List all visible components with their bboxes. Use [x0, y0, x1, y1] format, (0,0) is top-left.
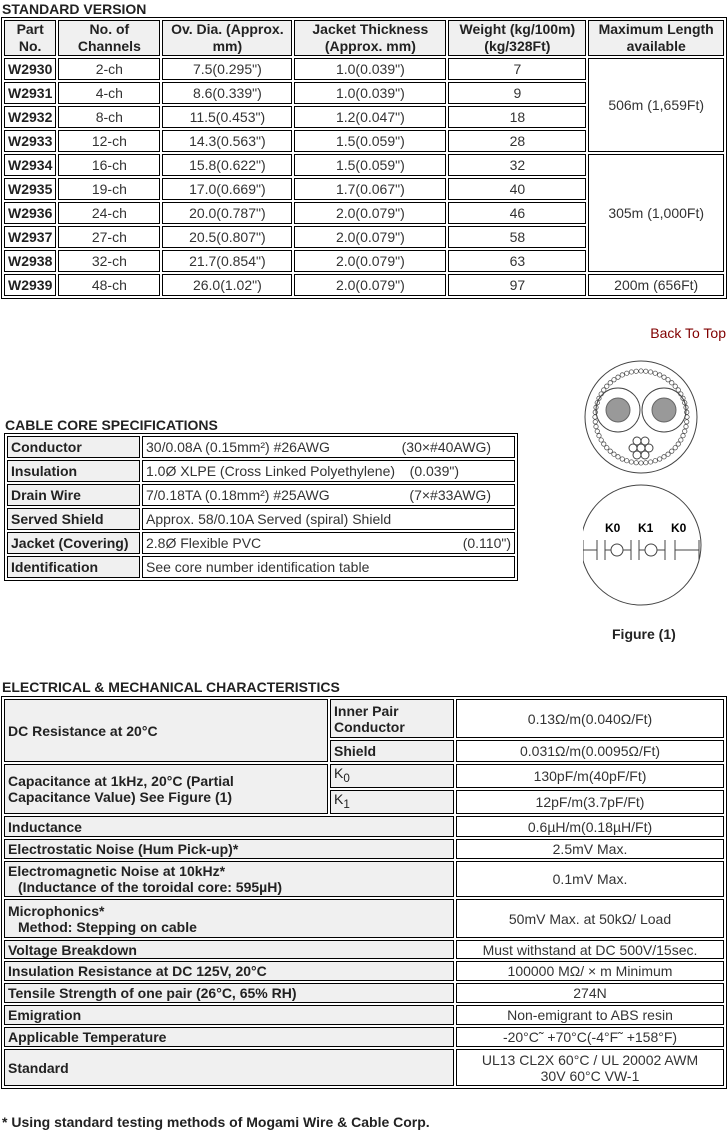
characteristic-label	[4, 961, 454, 981]
table-row	[4, 1005, 724, 1025]
node-circle	[611, 544, 623, 556]
capacitance-label	[4, 764, 328, 814]
channels-cell: 24-ch	[58, 202, 160, 224]
k0-value: 130pF/m(40pF/Ft)	[456, 764, 724, 788]
drain-wire-strand	[633, 437, 641, 445]
capacitor-symbols	[583, 540, 699, 560]
shield-label: Shield	[330, 740, 454, 762]
shield-strand	[608, 381, 612, 385]
core-spec-main: See core number identification table	[146, 559, 370, 575]
table-row	[4, 58, 724, 80]
header-ov-dia: Ov. Dia. (Approx. mm)	[162, 20, 292, 56]
table-header-row	[4, 20, 724, 56]
conductor-strands	[652, 398, 676, 422]
shield-strand	[597, 434, 601, 438]
shield-strand	[608, 449, 612, 453]
shield-strand	[662, 375, 666, 379]
shield-strand	[683, 429, 687, 433]
characteristic-label	[4, 1027, 454, 1047]
core-spec-label: Drain Wire	[7, 484, 140, 506]
table-row	[4, 699, 724, 738]
channels-cell: 8-ch	[58, 106, 160, 128]
ov-dia-cell: 14.3(0.563")	[162, 130, 292, 152]
footnote: * Using standard testing methods of Mogami Wire & Cable Corp.	[2, 1114, 430, 1130]
shield-strand	[612, 452, 616, 456]
part-number-cell: W2935	[4, 178, 56, 200]
max-length-cell: 506m (1,659Ft)	[588, 58, 724, 152]
ov-dia-cell: 15.8(0.622")	[162, 154, 292, 176]
figure-label-k0-left: K0	[605, 521, 621, 535]
k1-value: 12pF/m(3.7pF/Ft)	[456, 790, 724, 814]
core-spec-value	[142, 556, 515, 578]
table-row	[4, 899, 724, 938]
table-row	[7, 436, 515, 458]
part-number-cell: W2933	[4, 130, 56, 152]
shield-strand	[670, 449, 674, 453]
table-row	[7, 556, 515, 578]
jacket-thickness-cell: 1.0(0.039")	[294, 82, 446, 104]
characteristic-value-text: 0.1mV Max.	[552, 871, 628, 887]
characteristic-label-text: Tensile Strength of one pair (26°C, 65% RH)	[8, 985, 297, 1001]
inner-pair-value: 0.13Ω/m(0.040Ω/Ft)	[456, 699, 724, 738]
weight-cell: 46	[448, 202, 586, 224]
ov-dia-cell: 20.5(0.807")	[162, 226, 292, 248]
k1-label	[330, 790, 454, 814]
jacket-thickness-cell: 1.0(0.039")	[294, 58, 446, 80]
table-row	[4, 764, 724, 788]
jacket-thickness-cell: 2.0(0.079")	[294, 274, 446, 296]
part-number-cell: W2931	[4, 82, 56, 104]
cable-core-title: CABLE CORE SPECIFICATIONS	[5, 417, 218, 433]
characteristic-label-text: Inductance	[8, 818, 82, 835]
shield-strand	[593, 420, 597, 424]
core-spec-extra: (7×#33AWG)	[409, 487, 491, 503]
max-length-cell: 200m (656Ft)	[588, 274, 724, 296]
shield-strand	[679, 438, 683, 442]
table-row	[4, 1027, 724, 1047]
characteristic-value	[456, 816, 724, 837]
shield-strand	[681, 434, 685, 438]
k0-label	[330, 764, 454, 788]
weight-cell: 18	[448, 106, 586, 128]
shield-strand	[658, 373, 662, 377]
standard-version-table	[1, 17, 727, 299]
shield-strand	[673, 446, 677, 450]
channels-cell: 4-ch	[58, 82, 160, 104]
k0-sub: 0	[343, 771, 350, 785]
characteristic-label	[4, 816, 454, 837]
shield-strand	[620, 457, 624, 461]
ov-dia-cell: 11.5(0.453")	[162, 106, 292, 128]
characteristic-label	[4, 983, 454, 1003]
channels-cell: 32-ch	[58, 250, 160, 272]
weight-cell: 7	[448, 58, 586, 80]
core-spec-label: Served Shield	[7, 508, 140, 530]
characteristic-label	[4, 861, 454, 897]
part-number-cell: W2938	[4, 250, 56, 272]
dc-resistance-label: DC Resistance at 20°C	[4, 699, 328, 762]
jacket-thickness-cell: 1.5(0.059")	[294, 130, 446, 152]
ov-dia-cell: 26.0(1.02")	[162, 274, 292, 296]
characteristic-value-text: 100000 MΩ/ × m Minimum	[507, 963, 673, 979]
core-spec-main: 2.8Ø Flexible PVC	[146, 535, 262, 551]
core-spec-value	[142, 532, 515, 554]
part-number-cell: W2937	[4, 226, 56, 248]
characteristic-value-text: UL13 CL2X 60°C / UL 20002 AWM 30V 60°C VW-1	[481, 1051, 699, 1084]
capacitance-label-text: Capacitance at 1kHz, 20°C (Partial Capacitance Value) See Figure (1)	[8, 773, 234, 805]
table-row	[4, 839, 724, 859]
shield-strand	[625, 459, 629, 463]
shield-strand	[616, 375, 620, 379]
table-row	[4, 983, 724, 1003]
shield-strand	[653, 459, 657, 463]
weight-cell: 9	[448, 82, 586, 104]
shield-strand	[599, 438, 603, 442]
shield-strand	[602, 442, 606, 446]
channels-cell: 2-ch	[58, 58, 160, 80]
characteristic-sublabel: (Inductance of the toroidal core: 595µH)	[18, 879, 282, 895]
characteristic-value	[456, 899, 724, 938]
weight-cell: 63	[448, 250, 586, 272]
shield-strand	[639, 369, 643, 373]
weight-cell: 58	[448, 226, 586, 248]
header-part-no: Part No.	[4, 20, 56, 56]
table-row	[7, 532, 515, 554]
core-spec-extra: (30×#40AWG)	[401, 439, 491, 455]
core-spec-main: 1.0Ø XLPE (Cross Linked Polyethylene)	[146, 463, 396, 479]
shield-strand	[639, 461, 643, 465]
characteristic-label	[4, 940, 454, 959]
part-number-cell: W2930	[4, 58, 56, 80]
channels-cell: 19-ch	[58, 178, 160, 200]
ov-dia-cell: 17.0(0.669")	[162, 178, 292, 200]
characteristic-label	[4, 1005, 454, 1025]
weight-cell: 32	[448, 154, 586, 176]
core-spec-value	[142, 484, 515, 506]
figure-label-k0-right: K0	[671, 521, 687, 535]
electrical-table	[1, 696, 727, 1089]
node-circle	[645, 544, 657, 556]
shield-strand	[625, 371, 629, 375]
characteristic-label-text: Standard	[8, 1059, 69, 1076]
shield-strand	[666, 452, 670, 456]
weight-cell: 28	[448, 130, 586, 152]
shield-strand	[676, 442, 680, 446]
weight-cell: 97	[448, 274, 586, 296]
channels-cell: 16-ch	[58, 154, 160, 176]
shield-strand	[634, 461, 638, 465]
drain-wire-strand	[641, 451, 649, 459]
shield-strand	[644, 461, 648, 465]
shield-strand	[629, 370, 633, 374]
jacket-thickness-cell: 2.0(0.079")	[294, 250, 446, 272]
characteristic-label	[4, 899, 454, 938]
shield-strand	[666, 378, 670, 382]
shield-strand	[648, 460, 652, 464]
characteristic-value-text: 50mV Max. at 50kΩ/ Load	[508, 910, 672, 927]
jacket-thickness-cell: 2.0(0.079")	[294, 202, 446, 224]
k1-sub: 1	[343, 797, 350, 811]
table-row	[7, 508, 515, 530]
core-spec-value	[142, 436, 515, 458]
table-row	[7, 484, 515, 506]
shield-strand	[662, 455, 666, 459]
table-row	[4, 274, 724, 296]
core-spec-label: Identification	[7, 556, 140, 578]
electrical-title: ELECTRICAL & MECHANICAL CHARACTERISTICS	[2, 679, 340, 695]
part-number-cell: W2936	[4, 202, 56, 224]
characteristic-value-text: Must withstand at DC 500V/15sec.	[482, 941, 698, 958]
characteristic-label-text: Applicable Temperature	[8, 1029, 167, 1045]
shield-strand	[595, 429, 599, 433]
k1-letter: K	[334, 791, 344, 808]
shield-strand	[629, 460, 633, 464]
shield-strand	[648, 370, 652, 374]
table-row	[4, 861, 724, 897]
characteristic-sublabel: Method: Stepping on cable	[18, 918, 197, 935]
characteristic-value	[456, 1049, 724, 1086]
drain-wire-strand	[633, 451, 641, 459]
ov-dia-cell: 8.6(0.339")	[162, 82, 292, 104]
characteristic-value-text: -20°C˜ +70°C(-4°F˜ +158°F)	[502, 1029, 678, 1045]
shield-strand	[685, 420, 689, 424]
header-jacket: Jacket Thickness (Approx. mm)	[294, 20, 446, 56]
core-spec-value	[142, 508, 515, 530]
jacket-thickness-cell: 1.7(0.067")	[294, 178, 446, 200]
shield-strand	[658, 457, 662, 461]
table-row	[4, 154, 724, 176]
characteristic-label-text: Microphonics*	[8, 902, 105, 919]
characteristic-value-text: Non-emigrant to ABS resin	[507, 1007, 673, 1023]
characteristic-value-text: 2.5mV Max.	[552, 841, 628, 857]
characteristic-label-text: Electrostatic Noise (Hum Pick-up)*	[8, 841, 239, 857]
core-spec-value	[142, 460, 515, 482]
characteristic-value	[456, 1005, 724, 1025]
capacitance-diagram-outline	[583, 485, 701, 605]
shield-strand	[644, 369, 648, 373]
core-spec-label: Jacket (Covering)	[7, 532, 140, 554]
shield-strand	[605, 384, 609, 388]
shield-strand	[653, 371, 657, 375]
figure-label-k1: K1	[638, 521, 654, 535]
figure-caption: Figure (1)	[612, 626, 676, 642]
table-row	[4, 940, 724, 959]
back-to-top-link[interactable]: Back To Top	[650, 325, 726, 341]
channels-cell: 48-ch	[58, 274, 160, 296]
characteristic-label-text: Emigration	[8, 1007, 82, 1023]
shield-value: 0.031Ω/m(0.0095Ω/Ft)	[456, 740, 724, 762]
core-spec-label: Conductor	[7, 436, 140, 458]
characteristic-value-text: 0.6µH/m(0.18µH/Ft)	[527, 818, 653, 835]
shield-strand	[612, 378, 616, 382]
channels-cell: 27-ch	[58, 226, 160, 248]
max-length-cell: 305m (1,000Ft)	[588, 154, 724, 272]
part-number-cell: W2934	[4, 154, 56, 176]
header-weight: Weight (kg/100m) (kg/328Ft)	[448, 20, 586, 56]
shield-strand	[605, 446, 609, 450]
shield-strand	[616, 455, 620, 459]
characteristic-label-text: Voltage Breakdown	[8, 941, 137, 958]
inner-pair-label: Inner Pair Conductor	[330, 699, 454, 738]
core-spec-main: 30/0.08A (0.15mm²) #26AWG	[146, 439, 330, 455]
table-row	[4, 816, 724, 837]
part-number-cell: W2939	[4, 274, 56, 296]
shield-strand	[594, 424, 598, 428]
conductor-strands	[606, 398, 630, 422]
core-spec-extra: (0.110")	[462, 535, 511, 551]
characteristic-value	[456, 861, 724, 897]
table-row	[7, 460, 515, 482]
ov-dia-cell: 7.5(0.295")	[162, 58, 292, 80]
shield-strand	[684, 424, 688, 428]
header-channels: No. of Channels	[58, 20, 160, 56]
part-number-cell: W2932	[4, 106, 56, 128]
characteristic-value	[456, 1027, 724, 1047]
core-spec-main: 7/0.18TA (0.18mm²) #25AWG	[146, 487, 330, 503]
jacket-thickness-cell: 2.0(0.079")	[294, 226, 446, 248]
ov-dia-cell: 20.0(0.787")	[162, 202, 292, 224]
jacket-thickness-cell: 1.5(0.059")	[294, 154, 446, 176]
characteristic-label-text: Insulation Resistance at DC 125V, 20°C	[8, 963, 267, 979]
characteristic-value	[456, 961, 724, 981]
header-max-length: Maximum Length available	[588, 20, 724, 56]
drain-wire-strand	[641, 437, 649, 445]
k0-letter: K	[334, 765, 344, 782]
shield-strand	[670, 381, 674, 385]
core-spec-extra: (0.039")	[409, 463, 459, 479]
table-row	[4, 1049, 724, 1086]
shield-strand	[634, 369, 638, 373]
characteristic-label	[4, 839, 454, 859]
core-spec-main: Approx. 58/0.10A Served (spiral) Shield	[146, 511, 392, 527]
characteristic-value	[456, 940, 724, 959]
characteristic-label-text: Electromagnetic Noise at 10kHz*	[8, 863, 226, 879]
cable-cross-section-figure	[583, 360, 713, 610]
jacket-thickness-cell: 1.2(0.047")	[294, 106, 446, 128]
table-row	[4, 961, 724, 981]
characteristic-value	[456, 839, 724, 859]
standard-version-title: STANDARD VERSION	[2, 1, 147, 17]
characteristic-value	[456, 983, 724, 1003]
ov-dia-cell: 21.7(0.854")	[162, 250, 292, 272]
weight-cell: 40	[448, 178, 586, 200]
core-spec-label: Insulation	[7, 460, 140, 482]
characteristic-label	[4, 1049, 454, 1086]
shield-strand	[620, 373, 624, 377]
channels-cell: 12-ch	[58, 130, 160, 152]
characteristic-value-text: 274N	[573, 985, 607, 1001]
cable-core-table	[4, 433, 518, 581]
shield-strand	[673, 384, 677, 388]
